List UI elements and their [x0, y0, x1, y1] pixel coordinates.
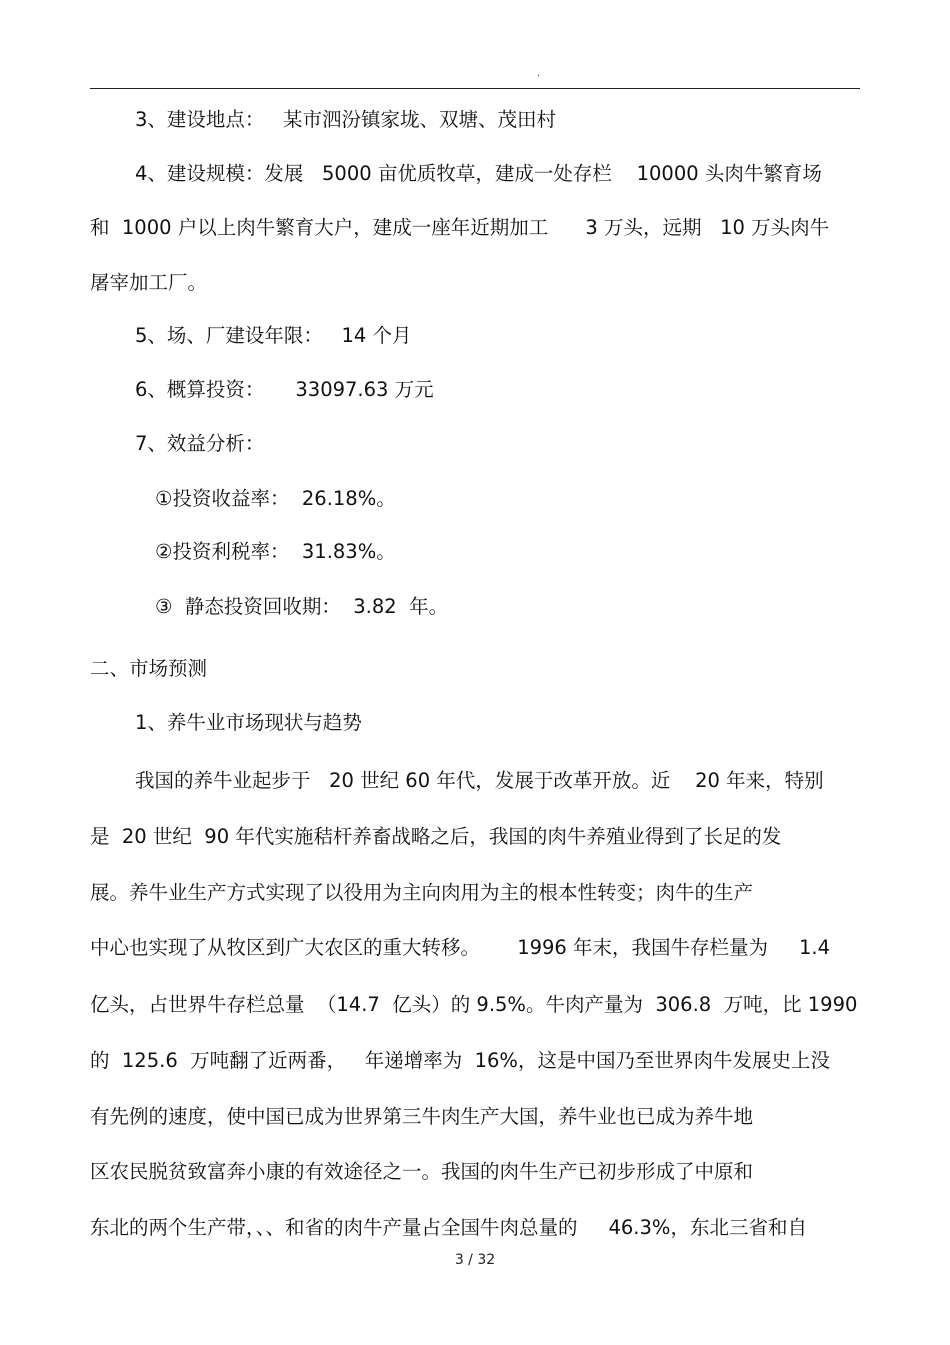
text-line: 7、效益分析： [135, 432, 265, 455]
text-line: 5、场、厂建设年限： 14 个月 [135, 324, 412, 347]
text-line: 展。养牛业生产方式实现了以役用为主向肉用为主的根本性转变；肉牛的生产 [90, 881, 754, 904]
text-line: 区农民脱贫致富奔小康的有效途径之一。我国的肉牛生产已初步形成了中原和 [90, 1160, 754, 1183]
text-line: 和 1000 户以上肉牛繁育大户，建成一座年近期加工 3 万头，远期 10 万头肉牛 [90, 216, 830, 239]
text-line: 东北的两个生产带，、、和省的肉牛产量占全国牛肉总量的 46.3%，东北三省和自 [90, 1216, 807, 1239]
text-line: ①投资收益率： 26.18%。 [155, 487, 396, 510]
section-heading: 二、市场预测 [90, 657, 208, 680]
header-rule [90, 88, 860, 89]
subsection-heading: 1、养牛业市场现状与趋势 [135, 711, 362, 734]
text-line: ②投资利税率： 31.83%。 [155, 540, 396, 563]
text-line: 6、概算投资： 33097.63 万元 [135, 378, 434, 401]
page-number: 3 / 32 [454, 1252, 496, 1268]
text-line: 有先例的速度，使中国已成为世界第三牛肉生产大国，养牛业也已成为养牛地 [90, 1105, 754, 1128]
text-line: 的 125.6 万吨翻了近两番， 年递增率为 16%，这是中国乃至世界肉牛发展史上没 [90, 1049, 830, 1072]
text-line: 我国的养牛业起步于 20 世纪 60 年代，发展于改革开放。近 20 年来，特别 [135, 769, 824, 792]
text-line: 屠宰加工厂。 [90, 271, 208, 294]
text-line: ③ 静态投资回收期： 3.82 年。 [155, 595, 449, 618]
text-line: 亿头，占世界牛存栏总量 （14.7 亿头）的 9.5%。牛肉产量为 306.8 万吨，比 1990 [90, 993, 858, 1016]
text-line: 中心也实现了从牧区到广大农区的重大转移。 1996 年末，我国牛存栏量为 1.4 [90, 936, 831, 959]
text-line: 是 20 世纪 90 年代实施秸杆养畜战略之后，我国的肉牛养殖业得到了长足的发 [90, 825, 782, 848]
text-line: 3、建设地点： 某市泗汾镇家垅、双塘、茂田村 [135, 108, 557, 131]
text-line: 4、建设规模：发展 5000 亩优质牧草，建成一处存栏 10000 头肉牛繁育场 [135, 162, 822, 185]
header-mark: . [537, 68, 541, 79]
